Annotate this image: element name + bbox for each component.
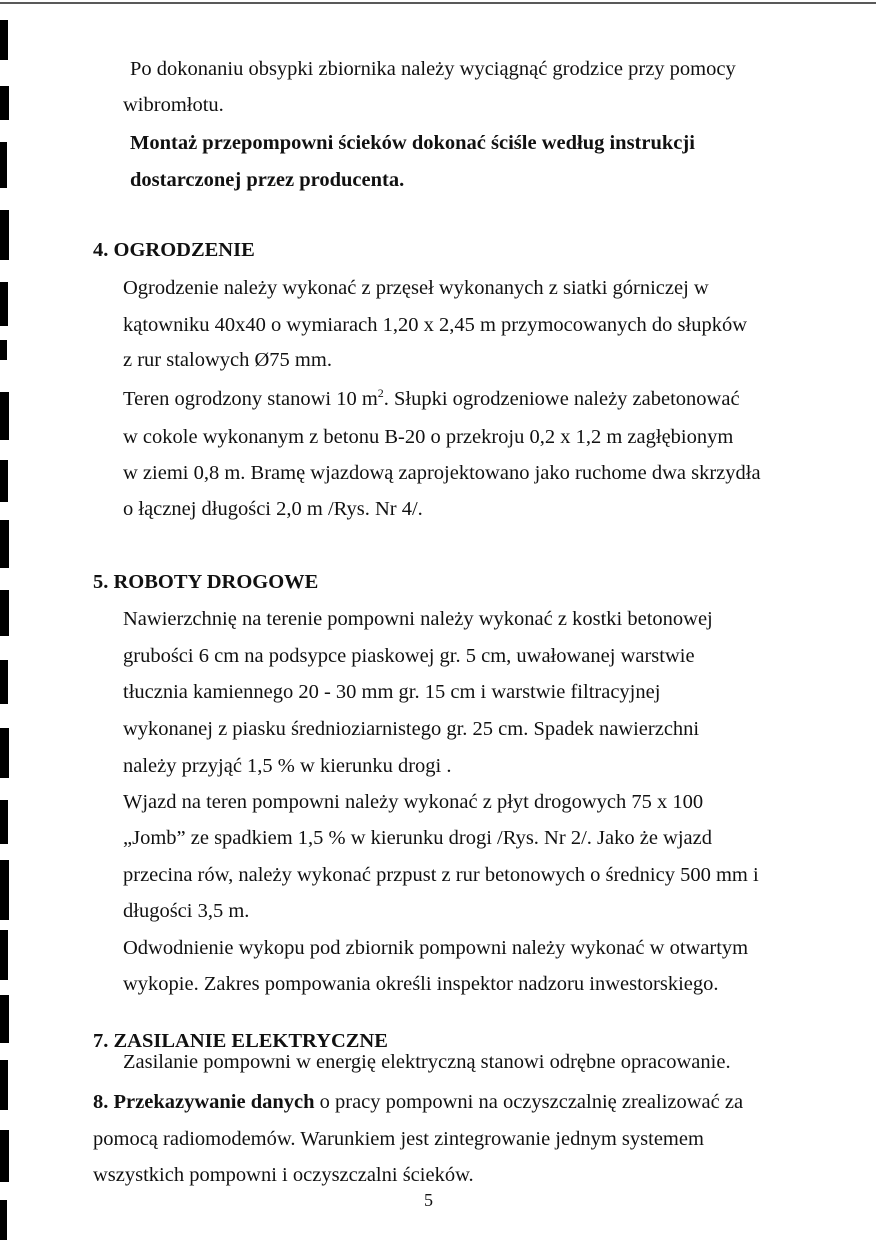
roads-line-5: należy przyjąć 1,5 % w kierunku drogi .: [123, 755, 452, 777]
top-scan-rule: [0, 2, 876, 4]
roads-line-8: przecina rów, należy wykonać przpust z rur betonowych o średnicy 500 mm i: [123, 864, 759, 886]
scan-edge-binding-marks: [0, 0, 14, 1245]
roads-line-9: długości 3,5 m.: [123, 900, 250, 922]
intro-line-2: wibromłotu.: [123, 94, 224, 116]
fence-line-7: o łącznej długości 2,0 m /Rys. Nr 4/.: [123, 498, 423, 520]
fence-line-4: [123, 386, 740, 412]
fence-line-3: z rur stalowych Ø75 mm.: [123, 349, 332, 371]
data-transfer-line-1: [93, 1089, 743, 1115]
roads-line-3: tłucznia kamiennego 20 - 30 mm gr. 15 cm i warstwie filtracyjnej: [123, 681, 661, 703]
fence-line-4-start: Teren ogrodzony stanowi 10 m: [123, 388, 378, 410]
intro-line-1: Po dokonaniu obsypki zbiornika należy wyciągnąć grodzice przy pomocy: [130, 58, 736, 80]
pump-note-line-1: Montaż przepompowni ścieków dokonać ściśle według instrukcji: [130, 132, 695, 154]
data-transfer-bold-lead: 8. Przekazywanie danych: [93, 1091, 315, 1113]
fence-line-6: w ziemi 0,8 m. Bramę wjazdową zaprojektowano jako ruchome dwa skrzydła: [123, 462, 761, 484]
roads-line-7: „Jomb” ze spadkiem 1,5 % w kierunku drogi /Rys. Nr 2/. Jako że wjazd: [123, 827, 712, 849]
roads-line-1: Nawierzchnię na terenie pompowni należy wykonać z kostki betonowej: [123, 608, 713, 630]
roads-line-6: Wjazd na teren pompowni należy wykonać z płyt drogowych 75 x 100: [123, 791, 704, 813]
page-number: 5: [424, 1190, 433, 1210]
fence-line-1: Ogrodzenie należy wykonać z przęseł wykonanych z siatki górniczej w: [123, 277, 709, 299]
power-line-1: Zasilanie pompowni w energię elektryczną stanowi odrębne opracowanie.: [123, 1051, 731, 1073]
roads-line-2: grubości 6 cm na podsypce piaskowej gr. 5 cm, uwałowanej warstwie: [123, 645, 695, 667]
data-transfer-line-3: wszystkich pompowni i oczyszczalni ścieków.: [93, 1164, 474, 1186]
roads-line-4: wykonanej z piasku średnioziarnistego gr. 25 cm. Spadek nawierzchni: [123, 718, 700, 740]
data-transfer-line-2: pomocą radiomodemów. Warunkiem jest zintegrowanie jednym systemem: [93, 1128, 704, 1150]
roads-line-11: wykopie. Zakres pompowania określi inspektor nadzoru inwestorskiego.: [123, 973, 719, 995]
fence-line-4-end: . Słupki ogrodzeniowe należy zabetonować: [383, 388, 740, 410]
superscript-2: 2: [377, 386, 384, 401]
data-transfer-line-1-rest: o pracy pompowni na oczyszczalnię zrealizować za: [314, 1091, 744, 1113]
fence-line-5: w cokole wykonanym z betonu B-20 o przekroju 0,2 x 1,2 m zagłębionym: [123, 426, 734, 448]
pump-note-line-2: dostarczonej przez producenta.: [130, 169, 405, 191]
section-heading-roads: 5. ROBOTY DROGOWE: [93, 571, 319, 593]
section-heading-power: 7. ZASILANIE ELEKTRYCZNE: [93, 1030, 388, 1052]
section-heading-fence: 4. OGRODZENIE: [93, 239, 255, 261]
roads-line-10: Odwodnienie wykopu pod zbiornik pompowni należy wykonać w otwartym: [123, 937, 749, 959]
fence-line-2: kątowniku 40x40 o wymiarach 1,20 x 2,45 m przymocowanych do słupków: [123, 314, 748, 336]
